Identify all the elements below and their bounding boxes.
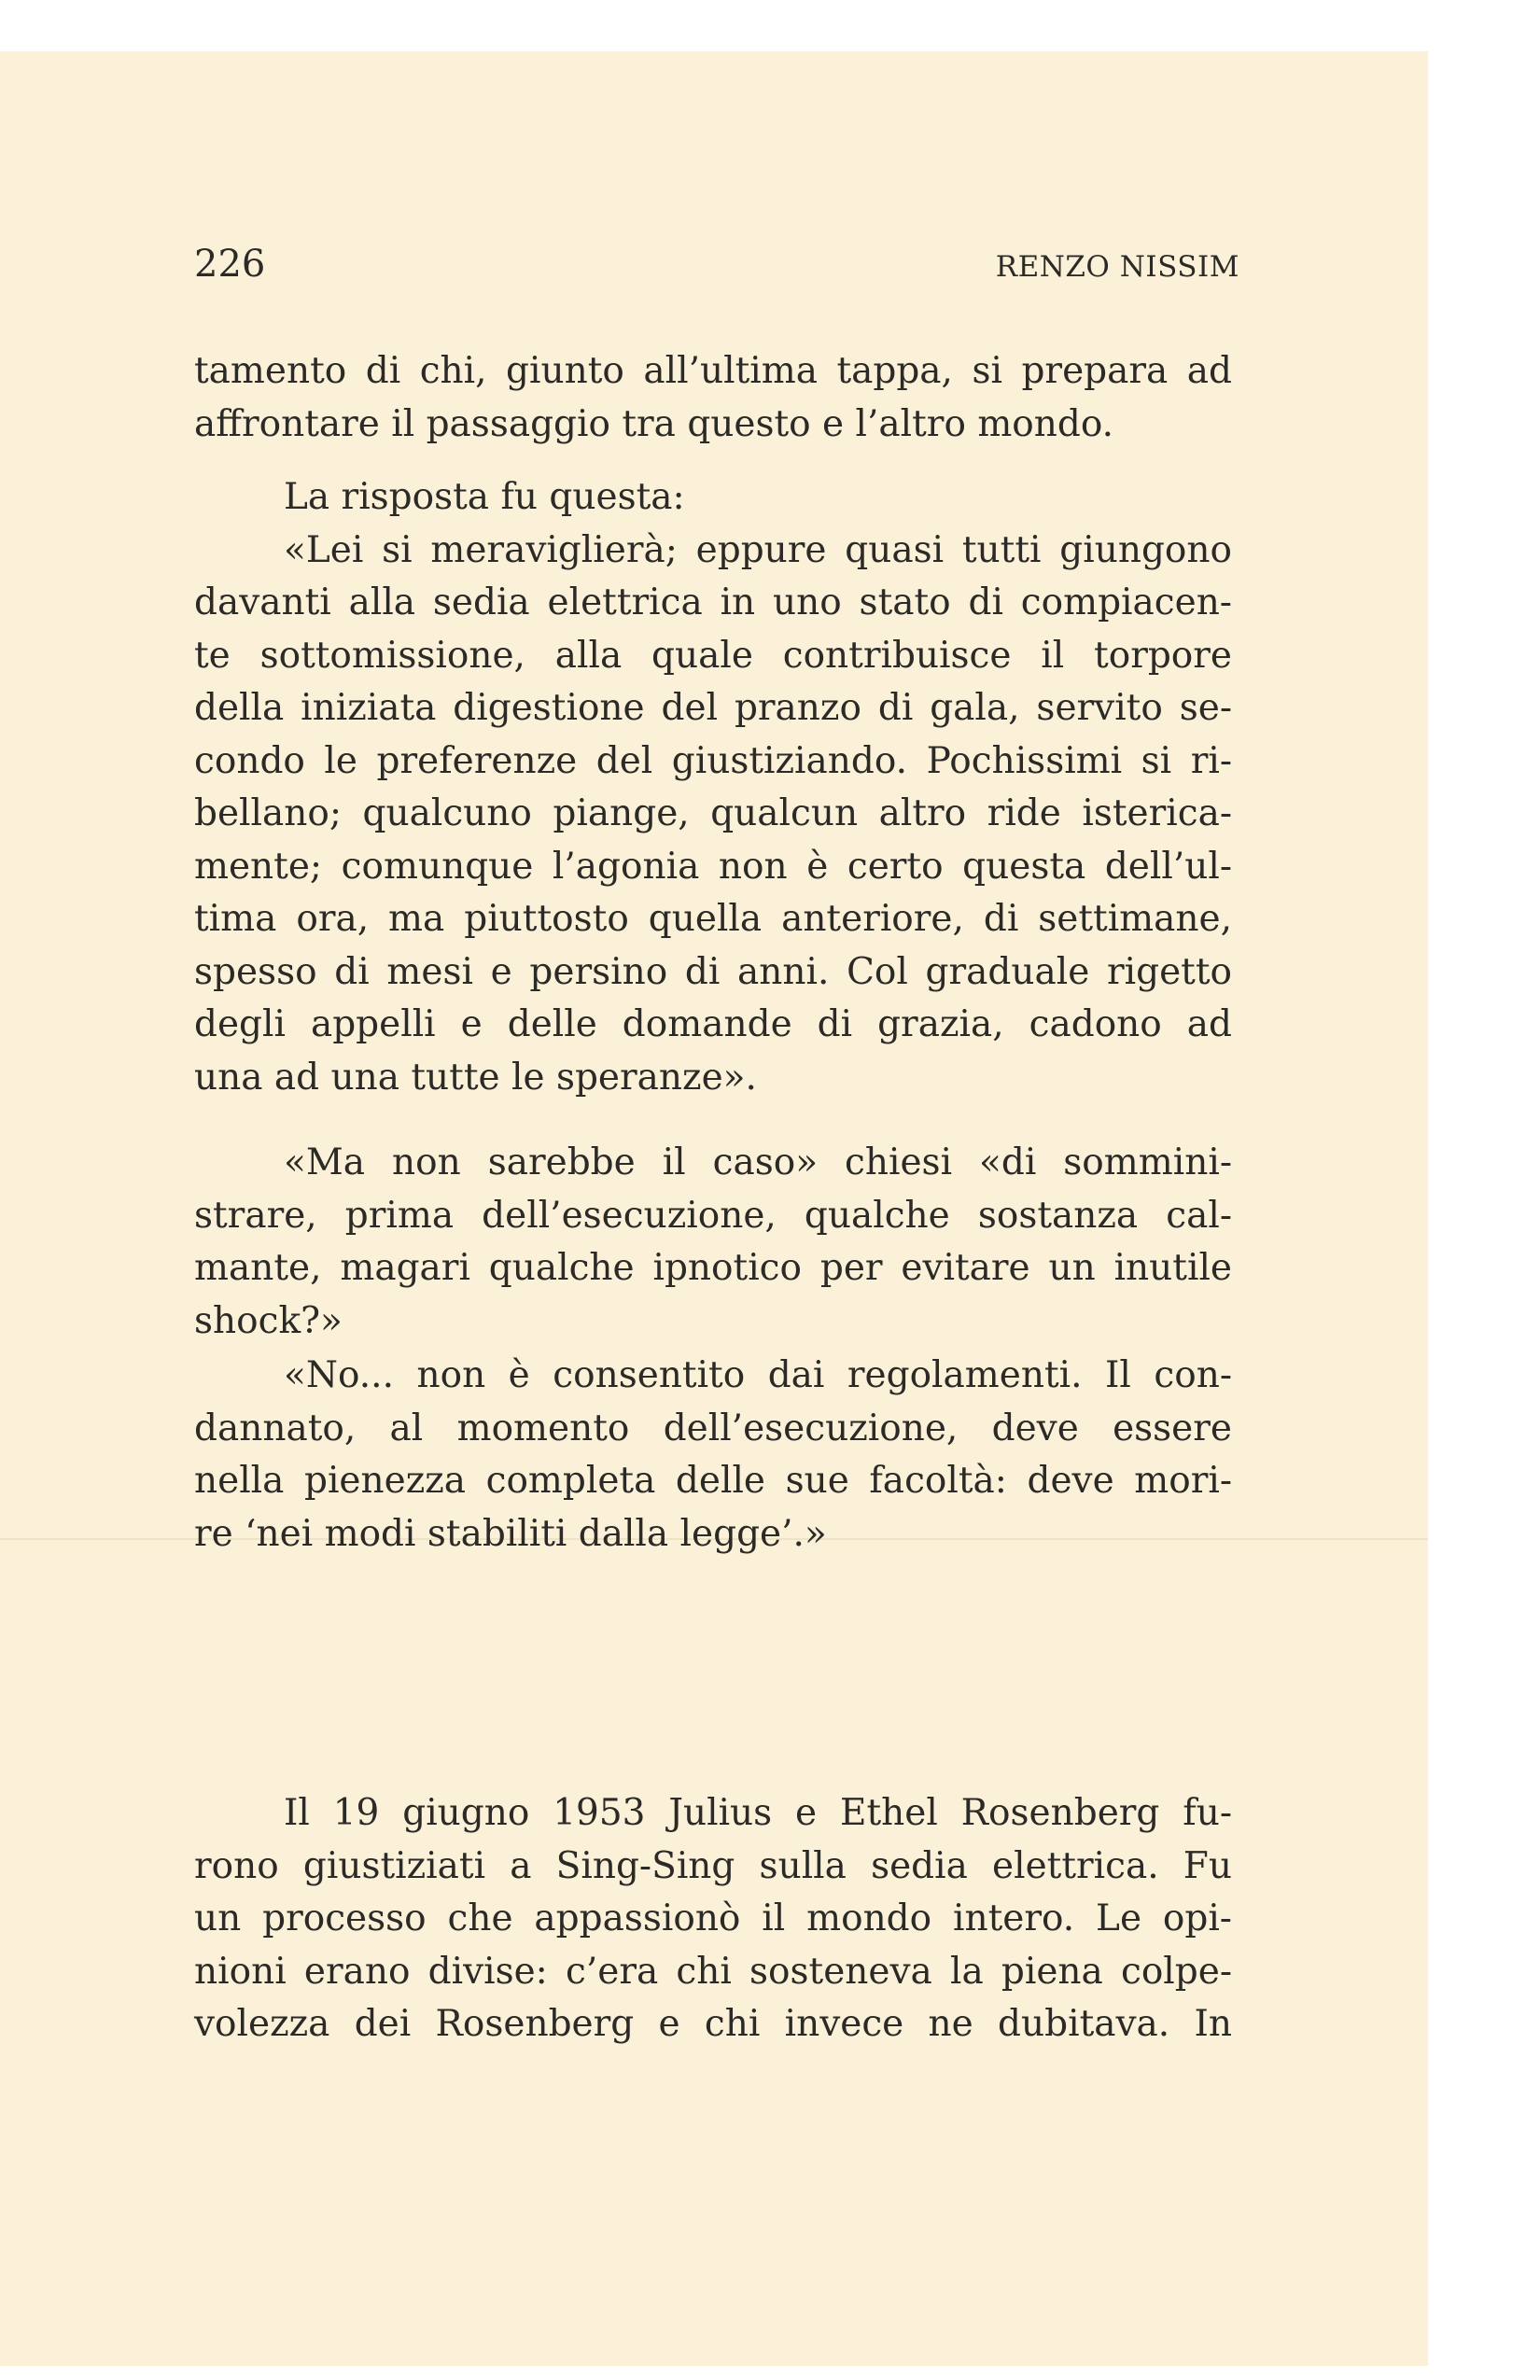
text-line: mente; comunque l’agonia non è certo questa dell’ul-: [194, 845, 1232, 888]
text-line: mante, magari qualche ipnotico per evitare un inutile: [194, 1247, 1232, 1289]
paragraph-answer: [194, 471, 1232, 1104]
text-line: «Lei si meraviglierà; eppure quasi tutti giungono: [284, 528, 1232, 571]
paragraph-rosenberg: [194, 1787, 1232, 2051]
text-line: una ad una tutte le speranze».: [194, 1056, 757, 1099]
text-line: spesso di mesi e persino di anni. Col graduale rigetto: [194, 950, 1232, 993]
text-line: rono giustiziati a Sing-Sing sulla sedia elettrica. Fu: [194, 1844, 1232, 1887]
text-line: della iniziata digestione del pranzo di gala, servito se-: [194, 687, 1232, 729]
text-line: degli appelli e delle domande di grazia, cadono ad: [194, 1003, 1232, 1045]
running-head-author: RENZO NISSIM: [995, 250, 1239, 284]
text-line: re ‘nei modi stabiliti dalla legge’.»: [194, 1512, 827, 1555]
text-line: nella pienezza completa delle sue facoltà: deve mori-: [194, 1460, 1232, 1502]
text-line: strare, prima dell’esecuzione, qualche sostanza cal-: [194, 1194, 1232, 1237]
text-line: La risposta fu questa:: [284, 476, 685, 518]
text-line: bellano; qualcuno piange, qualcun altro ride isterica-: [194, 792, 1232, 834]
text-line: «No... non è consentito dai regolamenti. Il con-: [284, 1354, 1232, 1396]
text-line: un processo che appassionò il mondo intero. Le opi-: [194, 1897, 1232, 1939]
text-line: Il 19 giugno 1953 Julius e Ethel Rosenberg fu-: [284, 1792, 1232, 1834]
text-line: «Ma non sarebbe il caso» chiesi «di sommini-: [284, 1141, 1232, 1183]
running-head: [194, 241, 1239, 287]
text-line: affrontare il passaggio tra questo e l’altro mondo.: [194, 402, 1114, 445]
text-line: te sottomissione, alla quale contribuisce il torpore: [194, 634, 1232, 677]
paragraph-continuation: [194, 345, 1232, 451]
text-line: tima ora, ma piuttosto quella anteriore, di settimane,: [194, 898, 1232, 940]
text-line: davanti alla sedia elettrica in uno stato di compiacen-: [194, 581, 1232, 623]
text-line: volezza dei Rosenberg e chi invece ne dubitava. In: [194, 2003, 1232, 2045]
page-number: 226: [194, 243, 266, 286]
text-line: dannato, al momento dell’esecuzione, deve essere: [194, 1407, 1232, 1449]
paragraph-reply: [194, 1350, 1232, 1561]
text-line: nioni erano divise: c’era chi sosteneva la piena colpe-: [194, 1950, 1232, 1993]
text-line: condo le preferenze del giustiziando. Pochissimi si ri-: [194, 739, 1232, 782]
paragraph-question: [194, 1137, 1232, 1348]
text-line: shock?»: [194, 1299, 343, 1342]
text-line: tamento di chi, giunto all’ultima tappa, si prepara ad: [194, 350, 1232, 392]
